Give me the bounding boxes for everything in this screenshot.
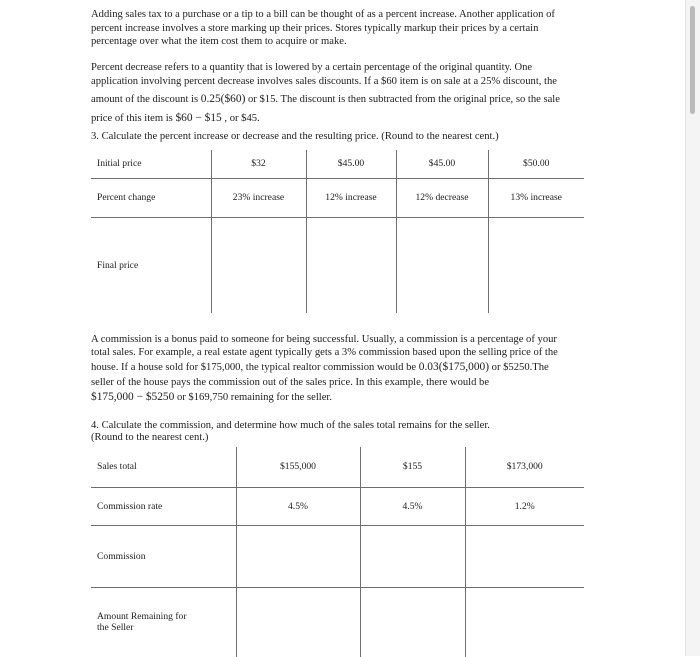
intro-line: Adding sales tax to a purchase or a tip to a bill can be thought of as a percent increase. Another application of <box>91 9 555 20</box>
math-expression: $175,000 − $5250 <box>91 390 175 403</box>
table-row <box>91 447 584 487</box>
initial-price-cell: $32 <box>211 150 306 178</box>
question-4-line: 4. Calculate the commission, and determine how much of the sales total remains for the seller. <box>91 420 490 431</box>
question-3-prompt: 3. Calculate the percent increase or decrease and the resulting price. (Round to the nearest cent.) <box>91 131 499 142</box>
amount-remaining-label-line: Amount Remaining for <box>97 610 187 622</box>
final-price-cell[interactable] <box>396 217 488 313</box>
question-4-line: (Round to the nearest cent.) <box>91 432 209 444</box>
question-4-prompt <box>91 420 490 445</box>
final-price-cell[interactable] <box>211 217 306 313</box>
percent-change-table <box>91 150 584 313</box>
amount-remaining-label-line: the Seller <box>97 622 134 634</box>
commission-rate-cell: 4.5% <box>360 487 465 525</box>
sales-total-cell: $173,000 <box>465 447 584 487</box>
table-row <box>91 150 584 178</box>
amount-remaining-cell[interactable] <box>236 587 360 657</box>
decrease-line <box>91 92 601 107</box>
intro-paragraph <box>91 8 601 49</box>
percent-change-cell: 23% increase <box>211 178 306 217</box>
table-row <box>91 217 584 313</box>
math-expression: 0.03($175,000) <box>418 360 490 373</box>
commission-rate-label: Commission rate <box>91 487 236 525</box>
commission-text: house. If a house sold for $175,000, the typical realtor commission would be <box>91 361 419 373</box>
final-price-cell[interactable] <box>488 217 584 313</box>
commission-rate-cell: 4.5% <box>236 487 360 525</box>
commission-line <box>91 391 601 404</box>
commission-text: or $5250.The <box>489 361 549 373</box>
commission-line <box>91 361 601 374</box>
final-price-cell[interactable] <box>306 217 396 313</box>
decrease-line: application involving percent decrease involves sales discounts. If a $60 item is on sale at a 25% discount, the <box>91 76 558 88</box>
initial-price-label: Initial price <box>91 150 211 178</box>
commission-cell[interactable] <box>465 525 584 587</box>
decrease-text: or $15. The discount is then subtracted from the original price, so the sale <box>245 93 560 105</box>
commission-rate-cell: 1.2% <box>465 487 584 525</box>
commission-cell[interactable] <box>236 525 360 587</box>
sales-total-cell: $155,000 <box>236 447 360 487</box>
intro-line: percent increase involves a store marking up their prices. Stores typically markup their prices by a certain <box>91 22 539 34</box>
final-price-label: Final price <box>91 217 211 313</box>
initial-price-cell: $45.00 <box>306 150 396 178</box>
commission-line: A commission is a bonus paid to someone for being successful. Usually, a commission is a percentage of your <box>91 334 557 345</box>
percent-change-label: Percent change <box>91 178 211 217</box>
commission-table <box>91 447 584 657</box>
commission-cell[interactable] <box>360 525 465 587</box>
amount-remaining-cell[interactable] <box>465 587 584 657</box>
commission-label: Commission <box>91 525 236 587</box>
commission-line: total sales. For example, a real estate agent typically gets a 3% commission based upon the selling price of the <box>91 347 558 359</box>
table-row <box>91 587 584 657</box>
sales-total-label: Sales total <box>91 447 236 487</box>
decrease-line: Percent decrease refers to a quantity that is lowered by a certain percentage of the original quantity. One <box>91 62 533 73</box>
decrease-text: , or $45. <box>221 113 260 125</box>
vertical-scrollbar[interactable] <box>685 0 700 656</box>
scrollbar-thumb[interactable] <box>690 6 695 114</box>
amount-remaining-cell[interactable] <box>360 587 465 657</box>
table-row <box>91 178 584 217</box>
table-row <box>91 525 584 587</box>
percent-change-cell: 13% increase <box>488 178 584 217</box>
decrease-line <box>91 111 601 126</box>
intro-line: percentage over what the item cost them to acquire or make. <box>91 36 347 48</box>
decrease-paragraph <box>91 61 601 127</box>
commission-line: seller of the house pays the commission out of the sales price. In this example, there would be <box>91 377 490 389</box>
percent-change-cell: 12% decrease <box>396 178 488 217</box>
amount-remaining-label <box>91 587 236 657</box>
sales-total-cell: $155 <box>360 447 465 487</box>
initial-price-cell: $45.00 <box>396 150 488 178</box>
commission-text: or $169,750 remaining for the seller. <box>174 391 333 403</box>
initial-price-cell: $50.00 <box>488 150 584 178</box>
commission-paragraph <box>91 333 601 404</box>
decrease-text: amount of the discount is <box>91 93 201 105</box>
percent-change-cell: 12% increase <box>306 178 396 217</box>
math-expression: $60 − $15 <box>175 112 222 125</box>
math-expression: 0.25($60) <box>200 92 246 105</box>
decrease-text: price of this item is <box>91 113 176 125</box>
table-row <box>91 487 584 525</box>
